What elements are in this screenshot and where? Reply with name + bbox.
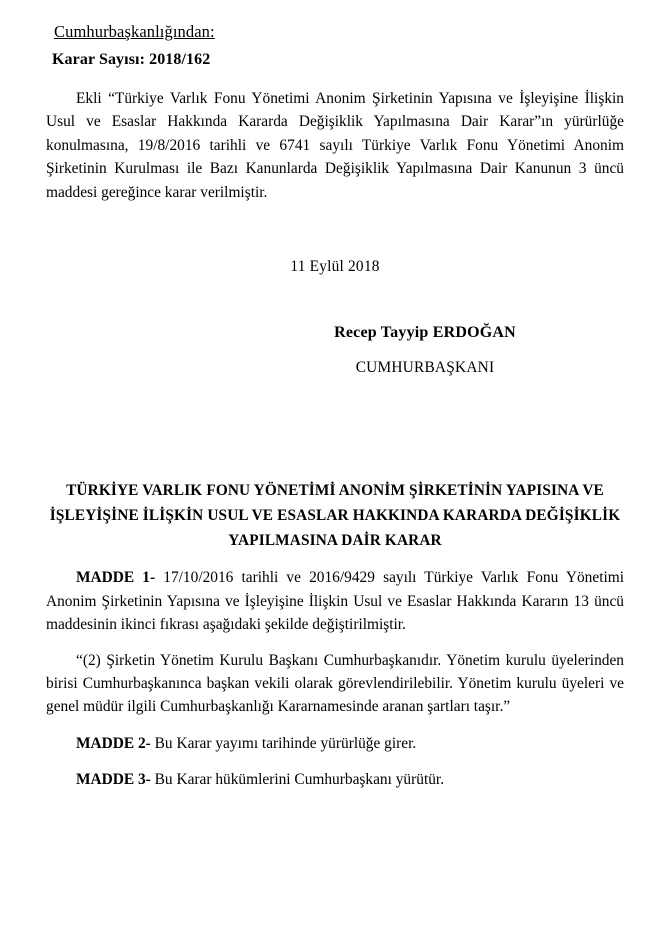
article-3-label: MADDE 3- [76,771,151,789]
article-2-label: MADDE 2- [76,734,151,752]
decision-number: Karar Sayısı: 2018/162 [52,51,211,68]
signer-title: CUMHURBAŞKANI [355,359,495,377]
article-1 [46,566,624,636]
article-2 [46,732,624,755]
article-2-text: Bu Karar yayımı tarihinde yürürlüğe girer. [150,734,417,752]
signature-block [46,324,624,377]
quoted-amendment: “(2) Şirketin Yönetim Kurulu Başkanı Cumhurbaşkanıdır. Yönetim kurulu üyelerinden birisi Cumhurbaşkanınca başkan vekili olarak görevlendirilebilir. Yönetim kurulu üyeleri ve genel müdür ilgili Cumhurbaşkanlığı Kararnamesinde aranan şartları taşır.” [46,651,624,716]
article-1-label: MADDE 1- [76,569,156,587]
intro-paragraph: Ekli “Türkiye Varlık Fonu Yönetimi Anonim Şirketinin Yapısına ve İşleyişine İlişkin Usul ve Esaslar Hakkında Kararda Değişiklik Yapılmasına Dair Karar”ın yürürlüğe konulmasına, 19/8/2016 tarihli ve 6741 sayılı Türkiye Varlık Fonu Yönetimi Anonim Şirketinin Kurulması ile Bazı Kanunlarda Değişiklik Yapılmasına Dair Kanunun 3 üncü maddesi gereğince karar verilmiştir. [46,90,624,201]
issuing-authority-line: Cumhurbaşkanlığından: [54,22,215,41]
regulation-title: TÜRKİYE VARLIK FONU YÖNETİMİ ANONİM ŞİRKETİNİN YAPISINA VE İŞLEYİŞİNE İLİŞKİN USUL VE ESASLAR HAKKINDA KARARDA DEĞİŞİKLİK YAPILMASINA DAİR KARAR [49,482,621,549]
article-3-text: Bu Karar hükümlerini Cumhurbaşkanı yürütür. [150,771,445,789]
decision-date: 11 Eylül 2018 [290,258,380,276]
signer-name: Recep Tayyip ERDOĞAN [334,324,516,342]
article-3 [46,768,624,791]
article-1-text: 17/10/2016 tarihli ve 2016/9429 sayılı Türkiye Varlık Fonu Yönetimi Anonim Şirketinin Yapısına ve İşleyişine İlişkin Usul ve Esaslar Hakkında Kararın 13 üncü maddesinin ikinci fıkrası aşağıdaki şekilde değiştirilmiştir. [46,569,624,634]
